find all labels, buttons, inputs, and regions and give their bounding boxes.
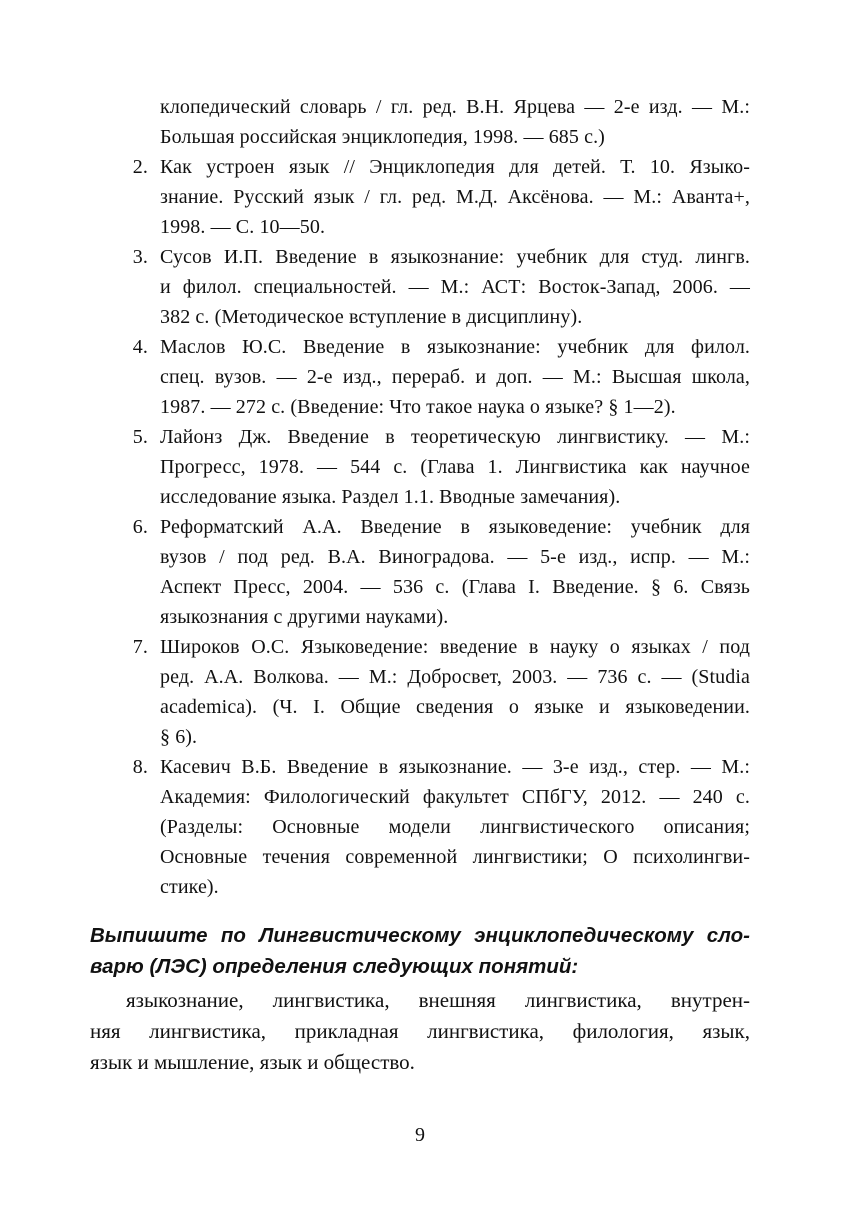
reference-item-5 <box>132 422 750 452</box>
reference-line: (Разделы: Основные модели лингвистического описания; <box>160 816 750 838</box>
reference-line: 382 с. (Методическое вступление в дисциплину). <box>160 306 583 328</box>
reference-line: Как устроен язык // Энциклопедия для детей. Т. 10. Языко- <box>160 156 750 178</box>
reference-line: Прогресс, 1978. — 544 с. (Глава 1. Лингвистика как научное <box>160 456 750 478</box>
reference-line: ред. А.А. Волкова. — М.: Добросвет, 2003. — 736 с. — (Studia <box>160 666 750 688</box>
reference-line: Основные течения современной лингвистики; О психолингви- <box>160 846 750 868</box>
reference-number: 4. <box>132 336 148 358</box>
reference-line: Маслов Ю.С. Введение в языкознание: учебник для филол. <box>160 336 750 358</box>
reference-line: спец. вузов. — 2-е изд., перераб. и доп. — М.: Высшая школа, <box>160 366 750 388</box>
reference-line: исследование языка. Раздел 1.1. Вводные замечания). <box>160 486 621 508</box>
reference-line: Аспект Пресс, 2004. — 536 с. (Глава I. Введение. § 6. Связь <box>160 576 750 598</box>
reference-line: стике). <box>160 876 219 898</box>
reference-line: Сусов И.П. Введение в языкознание: учебник для студ. лингв. <box>160 246 750 268</box>
page-number: 9 <box>415 1124 425 1146</box>
reference-line: 1998. — С. 10—50. <box>160 216 326 238</box>
reference-line: вузов / под ред. В.А. Виноградова. — 5-е изд., испр. — М.: <box>160 546 750 568</box>
terms-paragraph <box>90 985 750 1078</box>
reference-number: 7. <box>132 636 148 658</box>
reference-continuation-line: Большая российская энциклопедия, 1998. — 685 с.) <box>160 126 605 148</box>
reference-line: Лайонз Дж. Введение в теоретическую лингвистику. — М.: <box>160 426 750 448</box>
terms-line: няя лингвистика, прикладная лингвистика, филология, язык, <box>90 1019 750 1043</box>
reference-item-4 <box>132 332 750 362</box>
reference-line: знание. Русский язык / гл. ред. М.Д. Аксёнова. — М.: Аванта+, <box>160 186 750 208</box>
terms-line: язык и мышление, язык и общество. <box>90 1050 415 1074</box>
reference-number: 2. <box>132 156 148 178</box>
reference-line: Широков О.С. Языковедение: введение в науку о языках / под <box>160 636 750 658</box>
reference-item-7 <box>132 632 750 662</box>
reference-line: языкознания с другими науками). <box>160 606 449 628</box>
reference-item-3 <box>132 242 750 272</box>
reference-number: 5. <box>132 426 148 448</box>
task-heading-line: варю (ЛЭС) определения следующих понятий: <box>90 955 579 978</box>
reference-line: и филол. специальностей. — М.: АСТ: Восток-Запад, 2006. — <box>160 276 750 298</box>
task-heading <box>90 920 750 982</box>
reference-line: Касевич В.Б. Введение в языкознание. — 3-е изд., стер. — М.: <box>160 756 750 778</box>
reference-line: 1987. — 272 с. (Введение: Что такое наука о языке? § 1—2). <box>160 396 676 418</box>
reference-item-2 <box>132 152 750 182</box>
reference-list <box>0 92 857 902</box>
reference-number: 8. <box>132 756 148 778</box>
reference-line: Академия: Филологический факультет СПбГУ, 2012. — 240 с. <box>160 786 750 808</box>
task-heading-line: Выпишите по Лингвистическому энциклопедическому сло- <box>90 924 750 947</box>
terms-line: языкознание, лингвистика, внешняя лингвистика, внутрен- <box>126 988 750 1012</box>
reference-number: 6. <box>132 516 148 538</box>
reference-line: Реформатский А.А. Введение в языковедение: учебник для <box>160 516 750 538</box>
reference-number: 3. <box>132 246 148 268</box>
reference-continuation-line: клопедический словарь / гл. ред. В.Н. Ярцева — 2-е изд. — М.: <box>160 96 750 118</box>
reference-line: academica). (Ч. I. Общие сведения о языке и языковедении. <box>160 696 750 718</box>
reference-line: § 6). <box>160 726 198 748</box>
reference-item-6 <box>132 512 750 542</box>
reference-item-8 <box>132 752 750 782</box>
